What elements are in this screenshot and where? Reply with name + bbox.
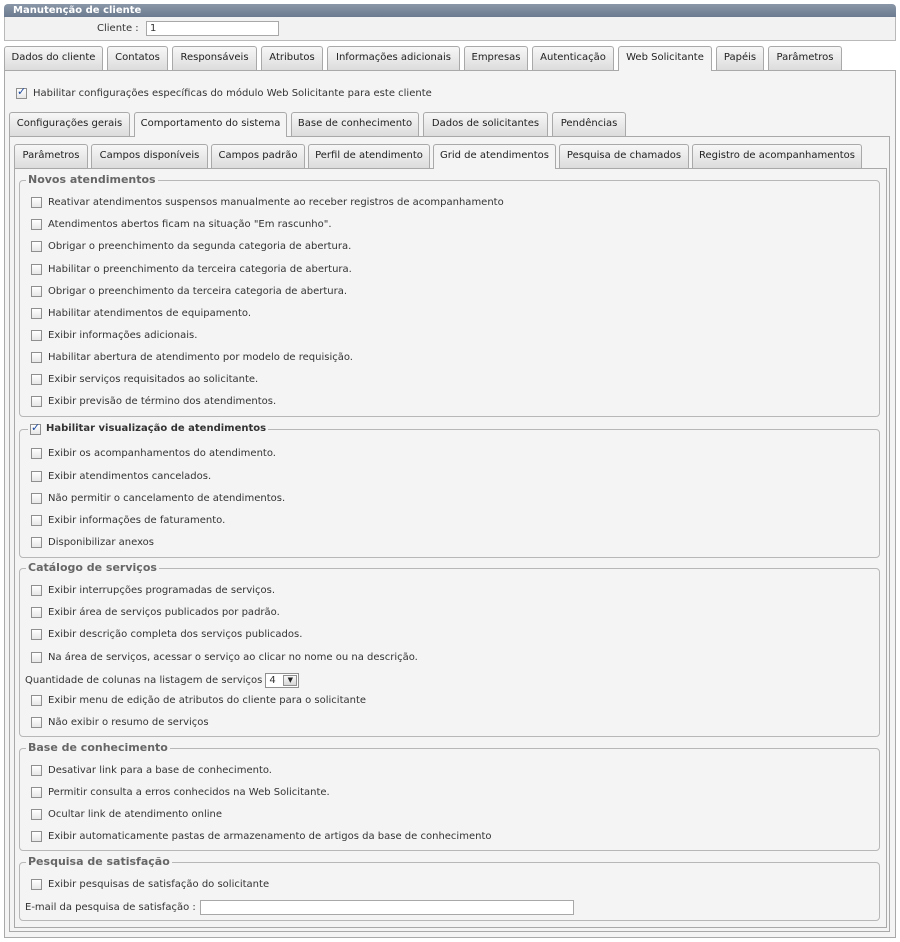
novos-atendimentos-title: Novos atendimentos <box>28 173 156 186</box>
option-checkbox[interactable] <box>31 308 42 319</box>
catalogo-title: Catálogo de serviços <box>28 561 157 574</box>
enable-module-checkbox[interactable] <box>16 88 27 99</box>
option-checkbox[interactable] <box>31 471 42 482</box>
option-checkbox[interactable] <box>31 787 42 798</box>
option-row <box>31 286 347 300</box>
option-checkbox[interactable] <box>31 652 42 663</box>
option-checkbox[interactable] <box>31 879 42 890</box>
tab-papeis[interactable]: Papéis <box>716 46 764 70</box>
option-checkbox[interactable] <box>31 264 42 275</box>
tab-campos-padrao[interactable]: Campos padrão <box>211 144 305 168</box>
option-checkbox[interactable] <box>31 831 42 842</box>
tab-parametros-inner[interactable]: Parâmetros <box>14 144 88 168</box>
enable-module-option <box>16 88 432 102</box>
option-row <box>31 629 302 643</box>
tab-informacoes-adicionais[interactable]: Informações adicionais <box>327 46 460 70</box>
option-checkbox[interactable] <box>31 607 42 618</box>
option-row <box>31 352 353 366</box>
option-label: Habilitar o preenchimento da terceira categoria de abertura. <box>48 264 352 275</box>
option-label: Exibir menu de edição de atributos do cliente para o solicitante <box>48 695 367 706</box>
option-row <box>31 695 366 709</box>
tab-autenticacao[interactable]: Autenticação <box>532 46 614 70</box>
option-row <box>31 787 330 801</box>
base-conhecimento-fieldset <box>19 741 880 851</box>
option-checkbox[interactable] <box>31 515 42 526</box>
option-row <box>31 537 154 551</box>
option-row <box>31 264 352 278</box>
option-row <box>31 374 258 388</box>
option-label: Não permitir o cancelamento de atendimentos. <box>48 493 286 504</box>
tab-pendencias[interactable]: Pendências <box>552 112 626 136</box>
tab-campos-disponiveis[interactable]: Campos disponíveis <box>91 144 208 168</box>
window-title: Manutenção de cliente <box>4 4 896 17</box>
option-row <box>31 219 332 233</box>
tab-dados-do-cliente[interactable]: Dados do cliente <box>4 46 103 70</box>
columns-select[interactable] <box>265 673 299 688</box>
chevron-down-icon[interactable]: ▼ <box>283 675 297 686</box>
option-checkbox[interactable] <box>31 765 42 776</box>
option-label: Ocultar link de atendimento online <box>48 809 222 820</box>
tab-comportamento-do-sistema[interactable]: Comportamento do sistema <box>134 112 287 137</box>
option-label: Disponibilizar anexos <box>48 537 155 548</box>
option-row <box>31 717 209 731</box>
option-label: Exibir informações adicionais. <box>48 330 198 341</box>
option-checkbox[interactable] <box>31 286 42 297</box>
visualizacao-legend <box>28 422 268 437</box>
option-checkbox[interactable] <box>31 241 42 252</box>
option-label: Reativar atendimentos suspensos manualmente ao receber registros de acompanhamento <box>48 197 504 208</box>
option-label: Exibir previsão de término dos atendimentos. <box>48 396 277 407</box>
option-label: Exibir atendimentos cancelados. <box>48 471 212 482</box>
enable-module-label: Habilitar configurações específicas do módulo Web Solicitante para este cliente <box>33 88 432 99</box>
option-checkbox[interactable] <box>31 219 42 230</box>
tab-base-de-conhecimento[interactable]: Base de conhecimento <box>291 112 419 136</box>
tab-pesquisa-de-chamados[interactable]: Pesquisa de chamados <box>559 144 689 168</box>
option-label: Exibir serviços requisitados ao solicitante. <box>48 374 259 385</box>
option-row <box>31 471 211 485</box>
option-label: Exibir pesquisas de satisfação do solicitante <box>48 879 270 890</box>
tab-configuracoes-gerais[interactable]: Configurações gerais <box>9 112 130 136</box>
option-label: Obrigar o preenchimento da segunda categoria de abertura. <box>48 241 352 252</box>
visualizacao-title: Habilitar visualização de atendimentos <box>46 423 267 434</box>
columns-row <box>25 673 299 689</box>
option-row <box>31 308 251 322</box>
option-checkbox[interactable] <box>31 629 42 640</box>
option-checkbox[interactable] <box>31 396 42 407</box>
columns-label: Quantidade de colunas na listagem de serviços <box>25 675 263 686</box>
option-row <box>31 396 276 410</box>
columns-value: 4 <box>269 675 276 686</box>
option-label: Exibir descrição completa dos serviços publicados. <box>48 629 303 640</box>
option-checkbox[interactable] <box>31 585 42 596</box>
option-row <box>31 809 222 823</box>
option-label: Permitir consulta a erros conhecidos na Web Solicitante. <box>48 787 330 798</box>
tab-registro-de-acompanhamentos[interactable]: Registro de acompanhamentos <box>692 144 862 168</box>
option-checkbox[interactable] <box>31 374 42 385</box>
tab-atributos[interactable]: Atributos <box>261 46 323 70</box>
option-checkbox[interactable] <box>31 493 42 504</box>
tab-perfil-de-atendimento[interactable]: Perfil de atendimento <box>308 144 430 168</box>
option-row <box>31 585 275 599</box>
tab-responsaveis[interactable]: Responsáveis <box>172 46 257 70</box>
option-label: Exibir área de serviços publicados por padrão. <box>48 607 280 618</box>
option-label: Exibir os acompanhamentos do atendimento. <box>48 448 276 459</box>
option-row <box>31 607 280 621</box>
option-label: Na área de serviços, acessar o serviço ao clicar no nome ou na descrição. <box>48 652 418 663</box>
option-row <box>31 831 491 845</box>
option-row <box>31 652 418 666</box>
option-row <box>31 330 197 344</box>
pesquisa-fieldset <box>19 855 880 921</box>
option-label: Não exibir o resumo de serviços <box>48 717 209 728</box>
option-row <box>31 515 225 529</box>
option-checkbox[interactable] <box>31 695 42 706</box>
option-row <box>31 197 504 211</box>
option-label: Atendimentos abertos ficam na situação "Em rascunho". <box>48 219 332 230</box>
tab-dados-de-solicitantes[interactable]: Dados de solicitantes <box>423 112 548 136</box>
option-label: Exibir automaticamente pastas de armazenamento de artigos da base de conhecimento <box>48 831 492 842</box>
tab-parametros[interactable]: Parâmetros <box>768 46 842 70</box>
option-checkbox[interactable] <box>31 448 42 459</box>
option-row <box>31 493 285 507</box>
option-checkbox[interactable] <box>31 717 42 728</box>
tab-grid-de-atendimentos[interactable]: Grid de atendimentos <box>433 144 556 169</box>
tab-empresas[interactable]: Empresas <box>464 46 528 70</box>
pesquisa-title: Pesquisa de satisfação <box>28 855 170 868</box>
client-header <box>4 17 896 41</box>
option-row <box>31 879 269 893</box>
option-checkbox[interactable] <box>31 197 42 208</box>
option-label: Habilitar abertura de atendimento por modelo de requisição. <box>48 352 353 363</box>
option-checkbox[interactable] <box>31 330 42 341</box>
option-label: Habilitar atendimentos de equipamento. <box>48 308 252 319</box>
email-row <box>25 900 574 916</box>
option-label: Exibir interrupções programadas de serviços. <box>48 585 276 596</box>
option-checkbox[interactable] <box>31 809 42 820</box>
visualizacao-checkbox[interactable] <box>30 424 41 435</box>
base-conhecimento-title: Base de conhecimento <box>28 741 168 754</box>
catalogo-fieldset <box>19 561 880 737</box>
client-input[interactable]: 1 <box>146 21 279 36</box>
novos-atendimentos-fieldset <box>19 173 880 417</box>
email-input[interactable] <box>200 900 574 915</box>
option-checkbox[interactable] <box>31 537 42 548</box>
option-row <box>31 765 272 779</box>
option-checkbox[interactable] <box>31 352 42 363</box>
option-label: Exibir informações de faturamento. <box>48 515 226 526</box>
email-label: E-mail da pesquisa de satisfação : <box>25 902 196 913</box>
option-label: Desativar link para a base de conhecimento. <box>48 765 272 776</box>
option-row <box>31 448 276 462</box>
visualizacao-fieldset <box>19 423 880 558</box>
tab-web-solicitante[interactable]: Web Solicitante <box>618 46 712 71</box>
client-label: Cliente : <box>97 23 139 34</box>
option-label: Obrigar o preenchimento da terceira categoria de abertura. <box>48 286 348 297</box>
option-row <box>31 241 351 255</box>
tab-contatos[interactable]: Contatos <box>107 46 168 70</box>
